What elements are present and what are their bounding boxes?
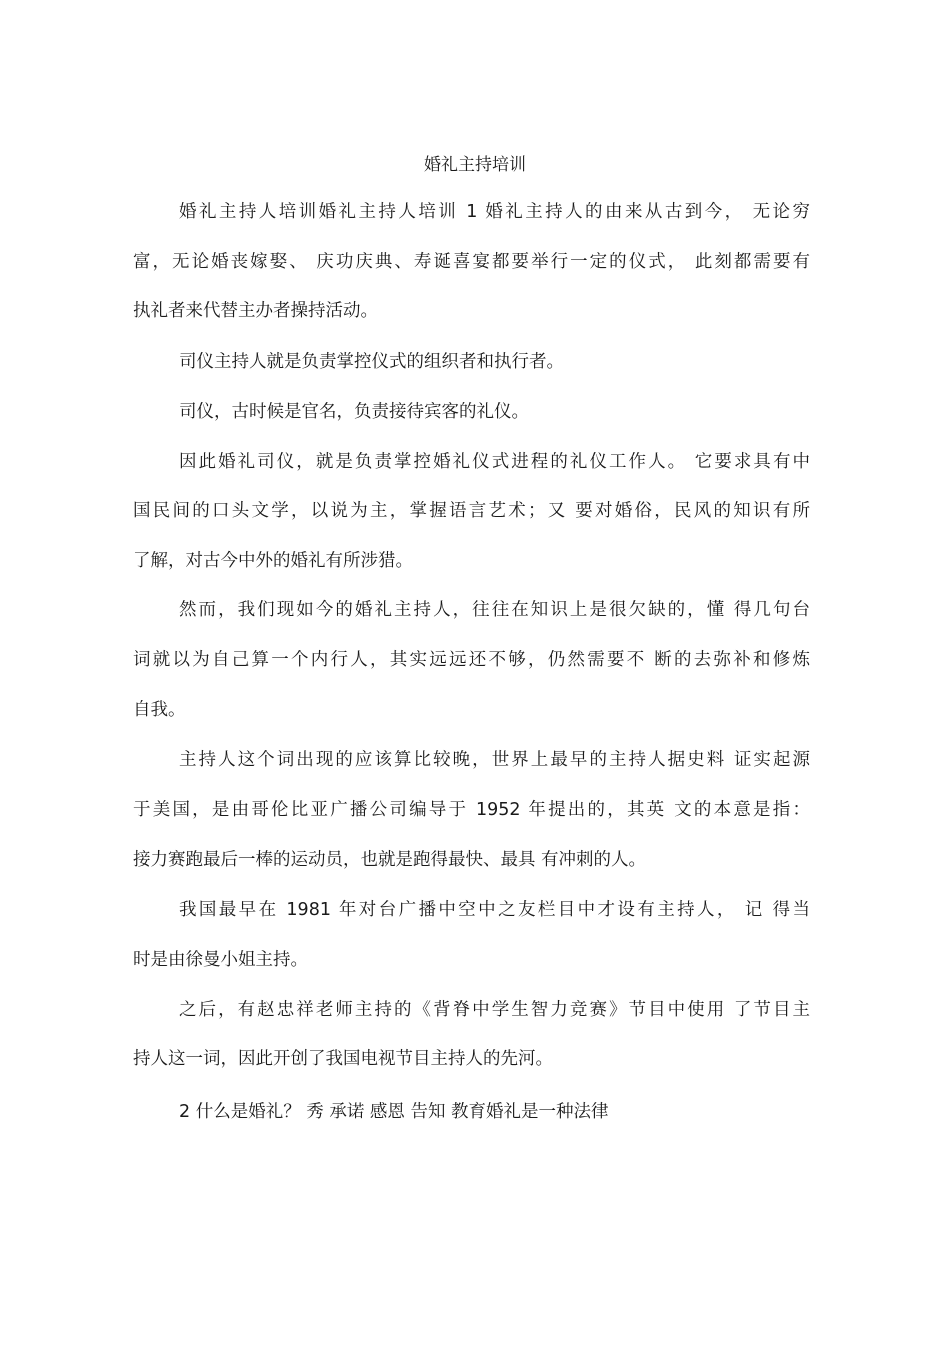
paragraph-line: 持人这一词，因此开创了我国电视节目主持人的先河。 [133, 1049, 553, 1069]
paragraph-line: 于美国，是由哥伦比亚广播公司编导于 1952 年提出的，其英 文的本意是指： [133, 800, 810, 820]
paragraph-line: 我国最早在 1981 年对台广播中空中之友栏目中才设有主持人， 记 得当 [179, 900, 810, 920]
paragraph-line: 国民间的口头文学，以说为主，掌握语言艺术；又 要对婚俗，民风的知识有所 [133, 501, 810, 521]
paragraph-line: 执礼者来代替主办者操持活动。 [133, 301, 378, 321]
paragraph-line: 然而，我们现如今的婚礼主持人，往往在知识上是很欠缺的，懂 得几句台 [179, 600, 810, 620]
paragraph-line: 司仪，古时候是官名，负责接待宾客的礼仪。 [179, 402, 529, 422]
paragraph-line: 接力赛跑最后一棒的运动员，也就是跑得最快、最具 有冲刺的人。 [133, 850, 647, 870]
paragraph-line: 词就以为自己算一个内行人，其实远远还不够，仍然需要不 断的去弥补和修炼 [133, 650, 810, 670]
paragraph-line: 因此婚礼司仪，就是负责掌控婚礼仪式进程的礼仪工作人。 它要求具有中 [179, 452, 810, 472]
document-title: 婚礼主持培训 [424, 155, 526, 175]
paragraph-line: 自我。 [133, 700, 186, 720]
paragraph-line: 司仪主持人就是负责掌控仪式的组织者和执行者。 [179, 352, 564, 372]
paragraph-line: 之后，有赵忠祥老师主持的《背脊中学生智力竞赛》节目中使用 了节目主 [179, 1000, 810, 1020]
paragraph-line: 2 什么是婚礼？ 秀 承诺 感恩 告知 教育婚礼是一种法律 [179, 1102, 609, 1122]
paragraph-line: 主持人这个词出现的应该算比较晚，世界上最早的主持人据史料 证实起源 [179, 750, 810, 770]
paragraph-line: 时是由徐曼小姐主持。 [133, 950, 308, 970]
paragraph-line: 富，无论婚丧嫁娶、 庆功庆典、寿诞喜宴都要举行一定的仪式， 此刻都需要有 [133, 252, 810, 272]
paragraph-line: 了解，对古今中外的婚礼有所涉猎。 [133, 551, 413, 571]
paragraph-line: 婚礼主持人培训婚礼主持人培训 1 婚礼主持人的由来从古到今， 无论穷 [179, 202, 810, 222]
